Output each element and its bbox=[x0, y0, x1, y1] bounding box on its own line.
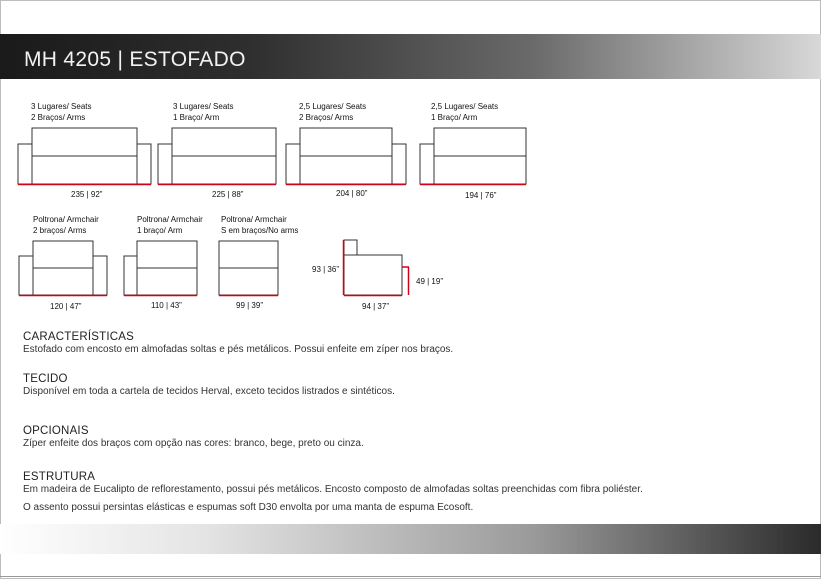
product-label-line1: 3 Lugares/ Seats bbox=[173, 102, 234, 111]
spec-text: Disponível em toda a cartela de tecidos Herval, exceto tecidos listrados e sintéticos. bbox=[23, 386, 395, 397]
product-label-line2: 1 braço/ Arm bbox=[137, 226, 183, 235]
sofa-arm-right bbox=[392, 144, 406, 184]
product-dimension: 225 | 88” bbox=[212, 190, 244, 199]
product-dimension: 99 | 39” bbox=[236, 301, 263, 310]
armchair-seat bbox=[33, 268, 93, 295]
product-label-line1: Poltrona/ Armchair bbox=[221, 215, 287, 224]
product-3-seats-1-arm bbox=[158, 102, 276, 199]
profile-body bbox=[344, 255, 402, 295]
sofa-arm-left bbox=[420, 144, 434, 184]
sofa-arm-left bbox=[158, 144, 172, 184]
product-armchair-1-arm bbox=[124, 215, 203, 310]
product-3-seats-2-arms bbox=[18, 102, 151, 199]
sofa-seat bbox=[32, 156, 137, 184]
depth-dimension: 94 | 37” bbox=[362, 302, 389, 311]
armchair-backrest bbox=[137, 241, 197, 268]
product-dimension: 235 | 92” bbox=[71, 190, 103, 199]
spec-tecido bbox=[23, 373, 395, 397]
product-dimension: 110 | 43” bbox=[151, 301, 182, 310]
sofa-arm-left bbox=[286, 144, 300, 184]
side-profile-view bbox=[312, 240, 443, 311]
product-label-line1: 2,5 Lugares/ Seats bbox=[431, 102, 499, 111]
product-label-line2: 1 Braço/ Arm bbox=[431, 113, 478, 122]
footer-band bbox=[0, 524, 821, 554]
product-dimension: 204 | 80” bbox=[336, 189, 368, 198]
product-label-line2: 2 Braços/ Arms bbox=[31, 113, 86, 122]
sofa-backrest bbox=[300, 128, 392, 156]
sofa-arm-left bbox=[18, 144, 32, 184]
armchair-seat bbox=[137, 268, 197, 295]
product-2-5-seats-1-arm bbox=[420, 102, 526, 200]
spec-caracteristicas bbox=[23, 331, 453, 355]
product-label-line1: 2,5 Lugares/ Seats bbox=[299, 102, 367, 111]
spec-heading: OPCIONAIS bbox=[23, 425, 89, 437]
armchair-arm-left bbox=[124, 256, 137, 295]
spec-text: Em madeira de Eucalipto de reflorestamento, possui pés metálicos. Encosto composto de almofadas soltas preenchidas com fibra poliéster. bbox=[23, 484, 643, 495]
seat-height-dimension: 49 | 19” bbox=[416, 277, 443, 286]
sofa-seat bbox=[434, 156, 526, 184]
product-label-line1: 3 Lugares/ Seats bbox=[31, 102, 92, 111]
product-label-line2: 1 Braço/ Arm bbox=[173, 113, 220, 122]
product-label-line2: 2 braços/ Arms bbox=[33, 226, 87, 235]
sofa-backrest bbox=[434, 128, 526, 156]
armchair-backrest bbox=[33, 241, 93, 268]
bottom-rule bbox=[0, 576, 821, 577]
armchair-arm-right bbox=[93, 256, 107, 295]
spec-text: Estofado com encosto em almofadas soltas e pés metálicos. Possui enfeite em zíper nos braços. bbox=[23, 344, 454, 355]
product-label-line2: 2 Braços/ Arms bbox=[299, 113, 354, 122]
page-title: MH 4205 | ESTOFADO bbox=[24, 48, 246, 71]
sofa-backrest bbox=[32, 128, 137, 156]
total-height-dimension: 93 | 36” bbox=[312, 265, 339, 274]
sofa-seat bbox=[300, 156, 392, 184]
product-dimension: 194 | 76” bbox=[465, 191, 497, 200]
product-armchair-no-arms bbox=[219, 215, 298, 310]
sofa-arm-right bbox=[137, 144, 151, 184]
armchair-seat bbox=[219, 268, 278, 295]
spec-heading: CARACTERÍSTICAS bbox=[23, 331, 134, 343]
product-label-line1: Poltrona/ Armchair bbox=[33, 215, 99, 224]
spec-text: Zíper enfeite dos braços com opção nas cores: branco, bege, preto ou cinza. bbox=[23, 438, 364, 449]
product-label-line1: Poltrona/ Armchair bbox=[137, 215, 203, 224]
product-2-5-seats-2-arms bbox=[286, 102, 406, 198]
armchair-backrest bbox=[219, 241, 278, 268]
spec-opcionais bbox=[23, 425, 364, 449]
spec-heading: TECIDO bbox=[23, 373, 68, 385]
sofa-backrest bbox=[172, 128, 276, 156]
spec-text: O assento possui persintas elásticas e espumas soft D30 envolta por uma manta de espuma Ecosoft. bbox=[23, 502, 474, 513]
product-label-line2: S em braços/No arms bbox=[221, 226, 299, 235]
spec-heading: ESTRUTURA bbox=[23, 471, 96, 483]
product-dimension: 120 | 47” bbox=[50, 302, 82, 311]
sofa-seat bbox=[172, 156, 276, 184]
spec-estrutura bbox=[23, 471, 643, 513]
profile-backrest-top bbox=[344, 240, 357, 255]
armchair-arm-left bbox=[19, 256, 33, 295]
product-armchair-2-arms bbox=[19, 215, 107, 311]
